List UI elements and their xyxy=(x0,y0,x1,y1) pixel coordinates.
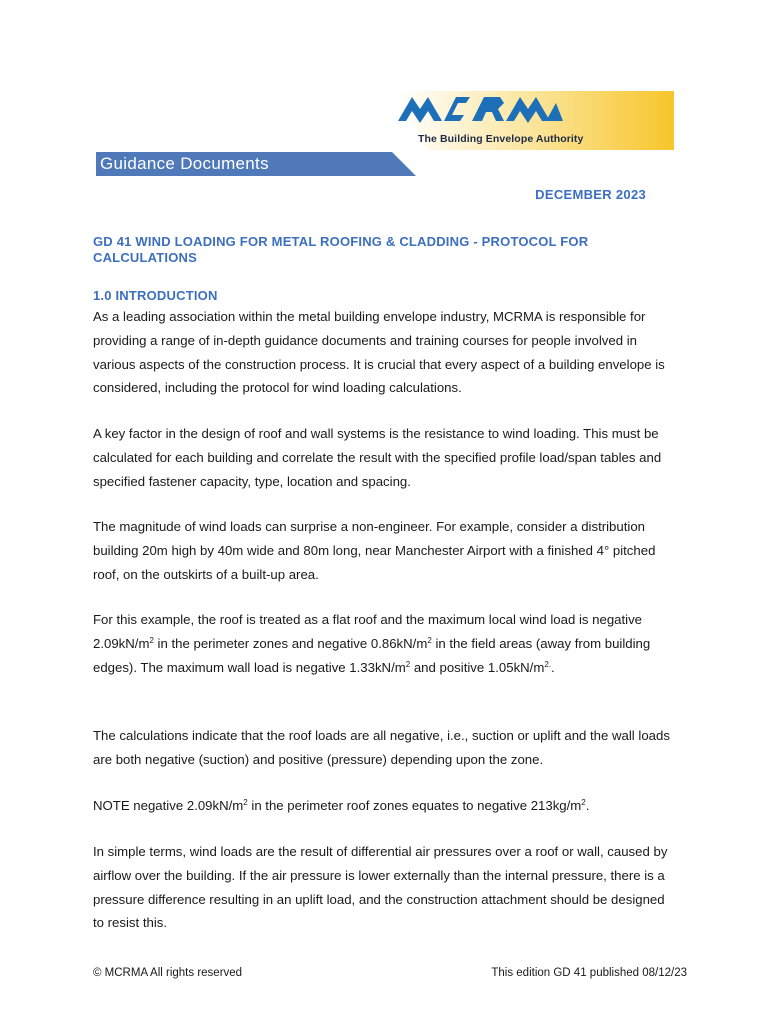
paragraph-intro: As a leading association within the metal building envelope industry, MCRMA is responsible for providing a range of in-depth guidance documents and training courses for people involved in various aspects of the construction process. It is crucial that every aspect of a building envelope is considered, including the protocol for wind loading calculations. xyxy=(93,309,665,396)
paragraph-note xyxy=(93,794,678,818)
superscript: 2 xyxy=(243,798,248,807)
paragraph-example-loads xyxy=(93,608,678,679)
guidance-documents-banner xyxy=(96,152,416,176)
text-run: in the perimeter zones and negative 0.86kN/m xyxy=(153,635,428,651)
text-run: and positive 1.05kN/m xyxy=(410,659,545,675)
text-run: . xyxy=(585,798,590,813)
banner-label: Guidance Documents xyxy=(100,154,269,173)
logo-tagline: The Building Envelope Authority xyxy=(418,133,584,145)
superscript: 2. xyxy=(544,659,552,669)
superscript: 2 xyxy=(149,635,154,645)
paragraph-key-factor: A key factor in the design of roof and wall systems is the resistance to wind loading. This must be calculated for each building and correlate the result with the specified profile load/span tables and specified fastener capacity, type, location and spacing. xyxy=(93,426,662,489)
text-run: in the field areas (away from building edges). The maximum wall load is negative 1.33kN/m xyxy=(93,635,651,675)
footer-copyright: © MCRMA All rights reserved xyxy=(93,967,243,979)
superscript: 2 xyxy=(427,635,432,645)
footer-edition: This edition GD 41 published 08/12/23 xyxy=(491,967,687,979)
mcrma-logo-icon xyxy=(398,91,563,127)
text-run: . xyxy=(551,659,555,675)
paragraph-simple-terms: In simple terms, wind loads are the result of differential air pressures over a roof or wall, caused by airflow over the building. If the air pressure is lower externally than the internal pressure, there is a pressure difference resulting in an uplift load, and the construction attachment should be designed to resist this. xyxy=(93,844,668,931)
superscript: 2 xyxy=(405,659,411,669)
paragraph-calculations: The calculations indicate that the roof loads are all negative, i.e., suction or uplift and the wall loads are both negative (suction) and positive (pressure) depending upon the zone. xyxy=(93,728,670,767)
mcrma-logo-panel xyxy=(398,91,674,150)
text-run: in the perimeter roof zones equates to negative 213kg/m xyxy=(247,798,582,813)
paragraph-magnitude: The magnitude of wind loads can surprise a non-engineer. For example, consider a distribution building 20m high by 40m wide and 80m long, near Manchester Airport with a finished 4° pitched roof, on the outskirts of a built-up area. xyxy=(93,519,656,582)
superscript: 2 xyxy=(581,798,586,807)
text-run: For this example, the roof is treated as a flat roof and the maximum local wind load is negative 2.09kN/m xyxy=(93,612,643,651)
document-date: DECEMBER 2023 xyxy=(535,187,646,202)
section-heading: 1.0 INTRODUCTION xyxy=(93,288,218,303)
text-run: NOTE negative 2.09kN/m xyxy=(93,798,244,813)
document-title: GD 41 WIND LOADING FOR METAL ROOFING & CLADDING - PROTOCOL FOR CALCULATIONS xyxy=(93,234,589,265)
